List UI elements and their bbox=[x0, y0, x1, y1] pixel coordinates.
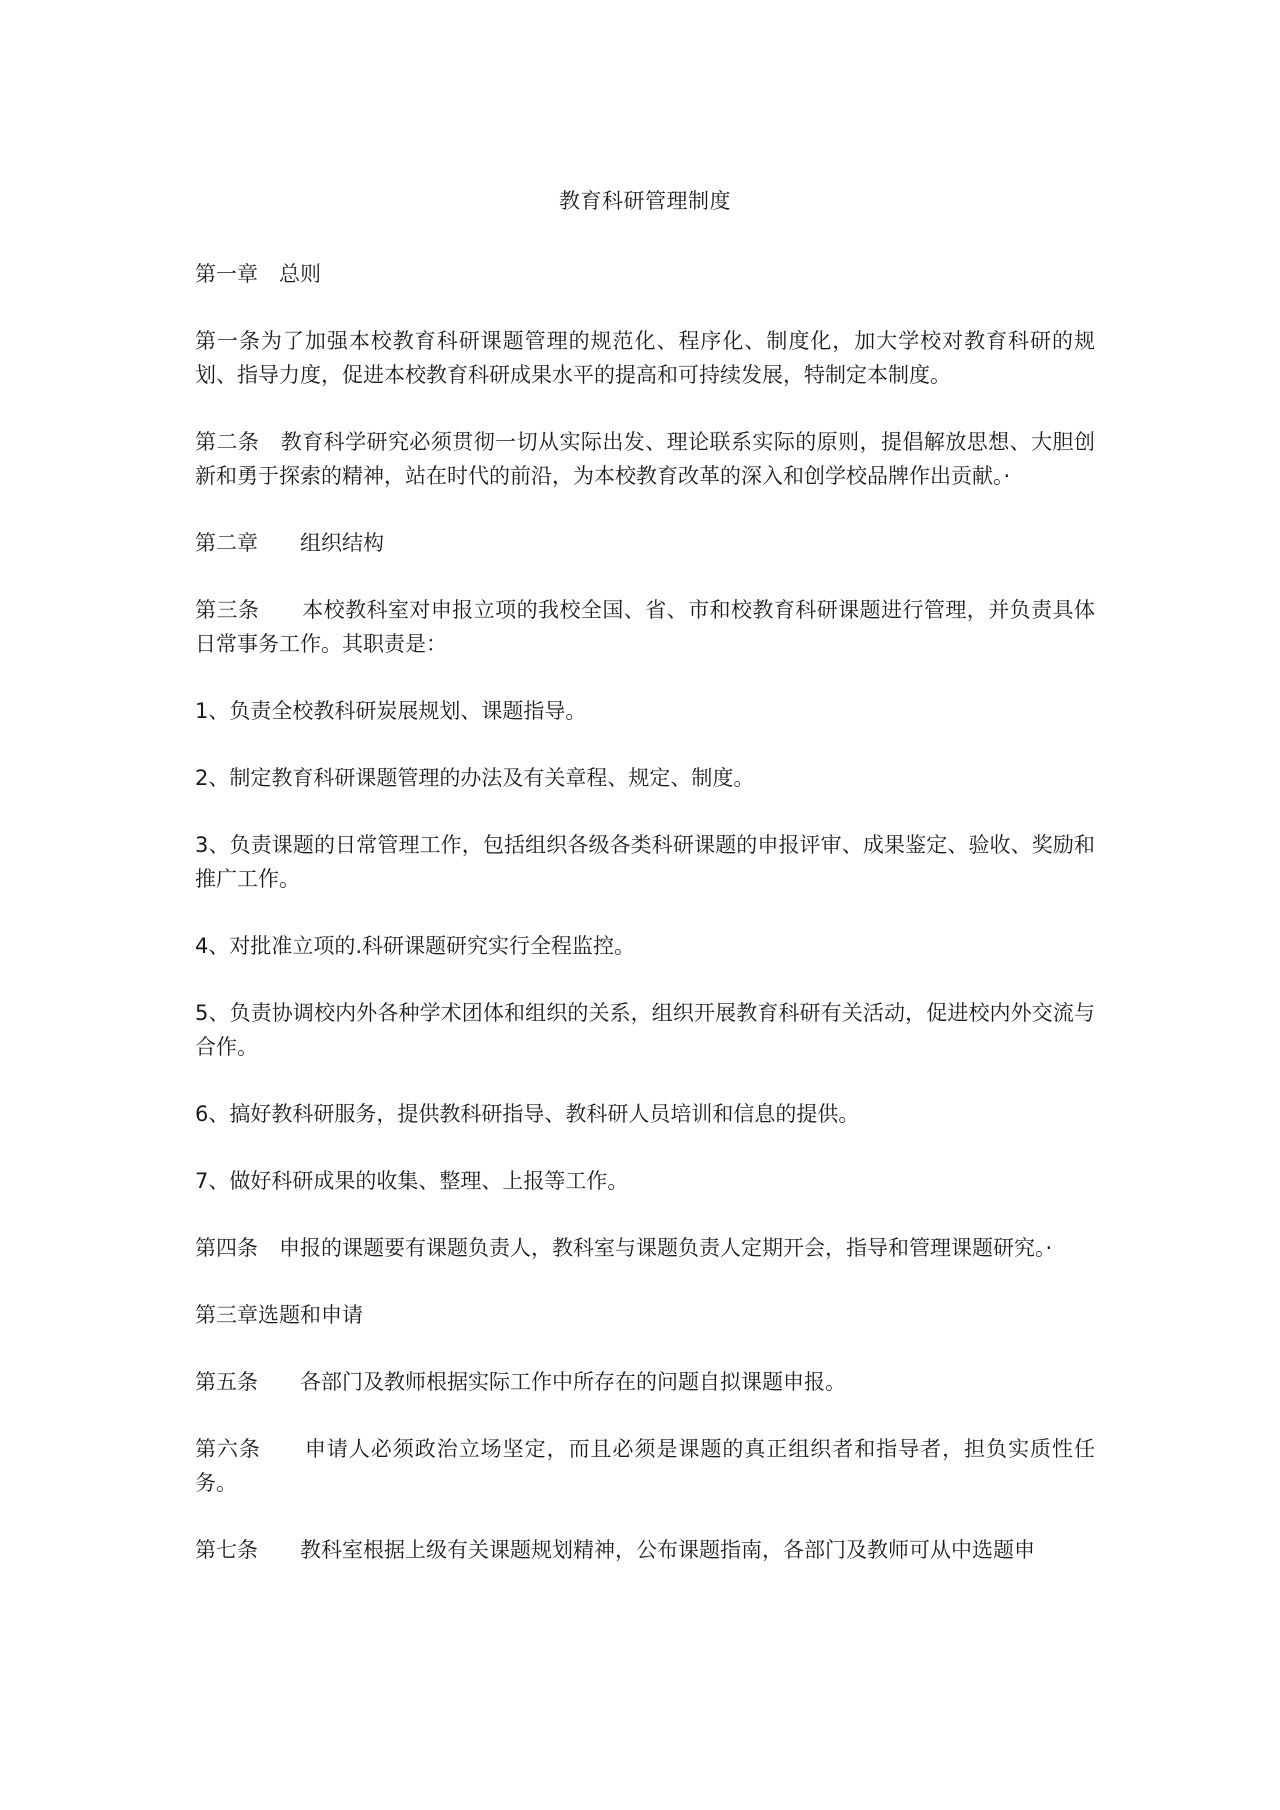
article-1: 第一条为了加强本校教育科研课题管理的规范化、程序化、制度化，加大学校对教育科研的规划、指导力度，促进本校教育科研成果水平的提高和可持续发展，特制定本制度。 bbox=[195, 329, 1095, 387]
duty-item-7: 7、做好科研成果的收集、整理、上报等工作。 bbox=[195, 1169, 629, 1193]
article-6: 第六条 申请人必须政治立场坚定，而且必须是课题的真正组织者和指导者，担负实质性任务。 bbox=[195, 1437, 1095, 1495]
duty-item-4: 4、对批准立项的.科研课题研究实行全程监控。 bbox=[195, 934, 636, 958]
document-title: 教育科研管理制度 bbox=[559, 189, 731, 213]
duty-item-1: 1、负责全校教科研炭展规划、课题指导。 bbox=[195, 699, 587, 723]
duty-item-5: 5、负责协调校内外各种学术团体和组织的关系，组织开展教育科研有关活动，促进校内外交流与合作。 bbox=[195, 1001, 1095, 1059]
article-3: 第三条 本校教科室对申报立项的我校全国、省、市和校教育科研课题进行管理，并负责具体日常事务工作。其职责是： bbox=[195, 598, 1095, 656]
article-2: 第二条 教育科学研究必须贯彻一切从实际出发、理论联系实际的原则，提倡解放思想、大胆创新和勇于探索的精神，站在时代的前沿，为本校教育改革的深入和创学校品牌作出贡献。· bbox=[195, 430, 1095, 488]
chapter-2-heading: 第二章 组织结构 bbox=[195, 531, 384, 555]
article-4: 第四条 申报的课题要有课题负责人，教科室与课题负责人定期开会，指导和管理课题研究。· bbox=[195, 1236, 1053, 1260]
article-7: 第七条 教科室根据上级有关课题规划精神，公布课题指南，各部门及教师可从中选题申 bbox=[195, 1538, 1035, 1562]
article-5: 第五条 各部门及教师根据实际工作中所存在的问题自拟课题申报。 bbox=[195, 1370, 846, 1394]
duty-item-3: 3、负责课题的日常管理工作，包括组织各级各类科研课题的申报评审、成果鉴定、验收、奖励和推广工作。 bbox=[195, 833, 1095, 891]
chapter-3-heading: 第三章选题和申请 bbox=[195, 1303, 363, 1327]
duty-item-6: 6、搞好教科研服务，提供教科研指导、教科研人员培训和信息的提供。 bbox=[195, 1102, 860, 1126]
chapter-1-heading: 第一章 总则 bbox=[195, 262, 321, 286]
duty-item-2: 2、制定教育科研课题管理的办法及有关章程、规定、制度。 bbox=[195, 766, 755, 790]
document-body bbox=[195, 184, 1095, 1600]
